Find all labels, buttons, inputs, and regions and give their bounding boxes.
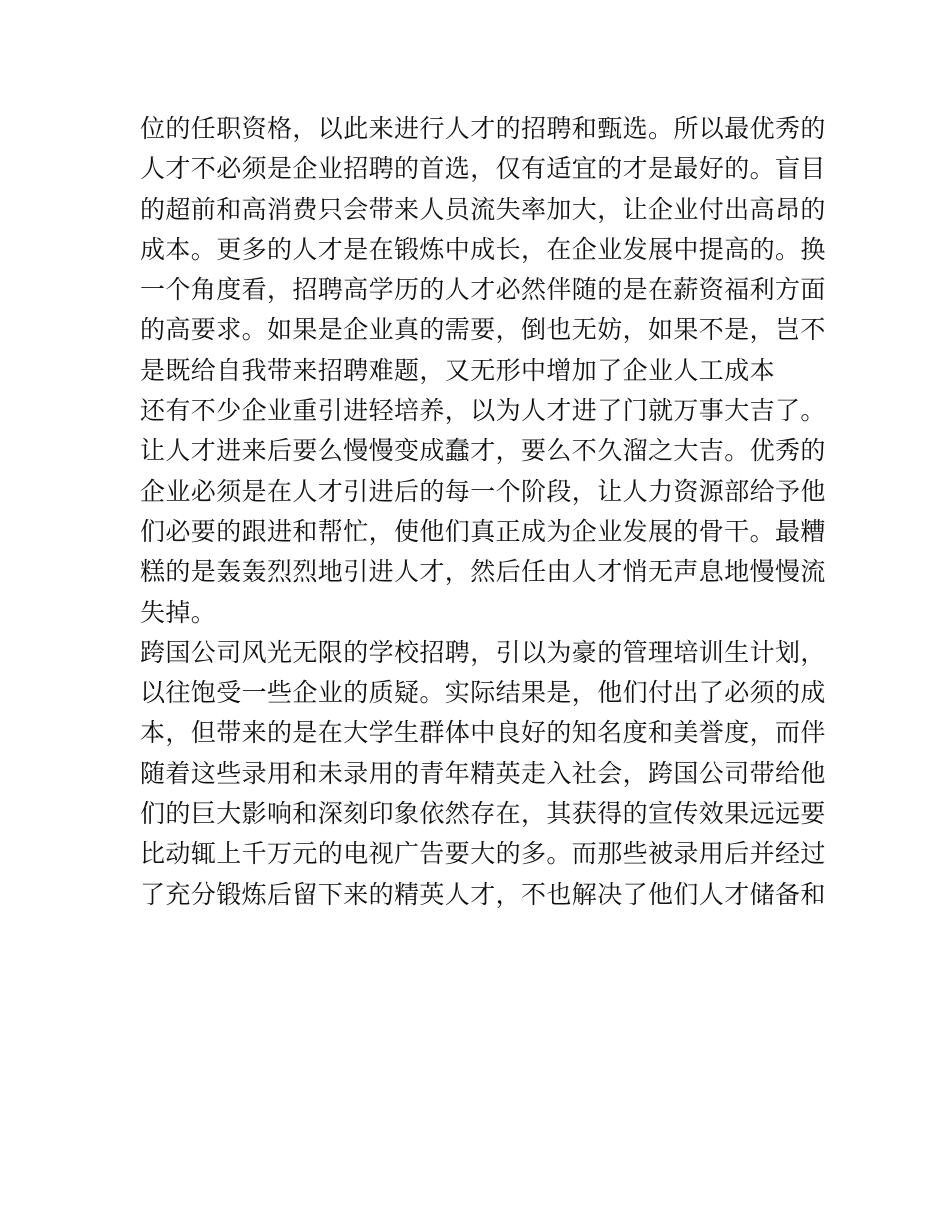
text-line: 人才不必须是企业招聘的首选，仅有适宜的才是最好的。盲目 [140,154,826,184]
text-line: 的高要求。如果是企业真的需要，倒也无妨，如果不是，岂不 [140,315,826,345]
text-line: 以往饱受一些企业的质疑。实际结果是，他们付出了必须的成 [140,678,826,708]
text-line: 让人才进来后要么慢慢变成蠢才，要么不久溜之大吉。优秀的 [140,436,826,466]
text-line: 随着这些录用和未录用的青年精英走入社会，跨国公司带给他 [140,758,826,788]
text-line: 还有不少企业重引进轻培养，以为人才进了门就万事大吉了。 [140,396,826,426]
text-line: 比动辄上千万元的电视广告要大的多。而那些被录用后并经过 [140,839,826,869]
text-line: 是既给自我带来招聘难题，又无形中增加了企业人工成本 [140,355,776,385]
text-line: 失掉。 [140,597,217,627]
text-line: 们必要的跟进和帮忙，使他们真正成为企业发展的骨干。最糟 [140,516,826,546]
text-line: 的超前和高消费只会带来人员流失率加大，让企业付出高昂的 [140,194,826,224]
text-line: 企业必须是在人才引进后的每一个阶段，让人力资源部给予他 [140,476,826,506]
text-line: 本，但带来的是在大学生群体中良好的知名度和美誉度，而伴 [140,718,826,748]
text-line: 成本。更多的人才是在锻炼中成长，在企业发展中提高的。换 [140,234,826,264]
text-line: 了充分锻炼后留下来的精英人才，不也解决了他们人才储备和 [140,879,826,909]
text-line: 糕的是轰轰烈烈地引进人才，然后任由人才悄无声息地慢慢流 [140,557,826,587]
text-line: 跨国公司风光无限的学校招聘，引以为豪的管理培训生计划， [140,637,826,667]
text-line: 位的任职资格，以此来进行人才的招聘和甄选。所以最优秀的 [140,114,826,143]
body-text [140,109,826,915]
text-line: 一个角度看，招聘高学历的人才必然伴随的是在薪资福利方面 [140,275,826,305]
text-line: 们的巨大影响和深刻印象依然存在，其获得的宣传效果远远要 [140,799,826,829]
